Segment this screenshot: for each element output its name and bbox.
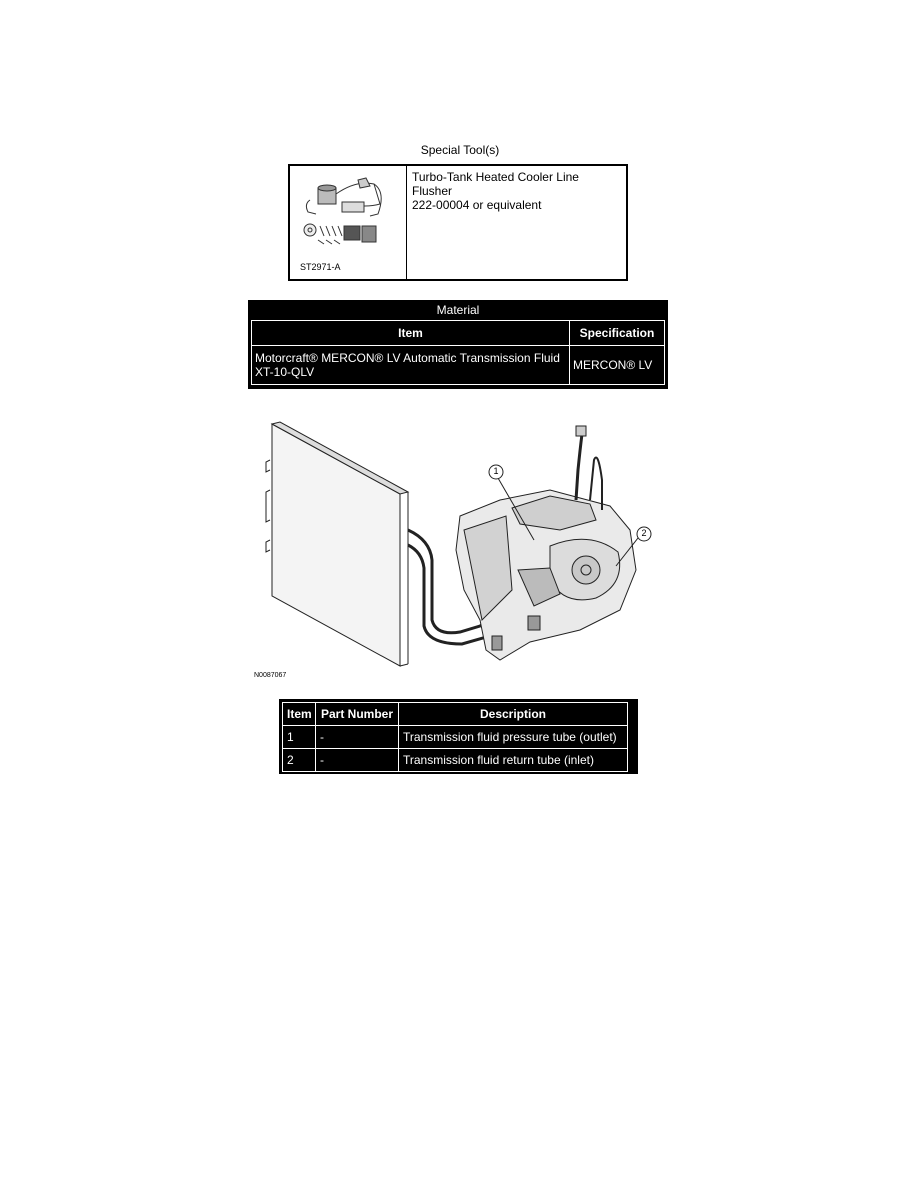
table-row (283, 726, 628, 749)
parts-description-cell: Transmission fluid pressure tube (outlet) (399, 726, 628, 749)
cooler-core (272, 424, 400, 666)
material-item-line1: Motorcraft® MERCON® LV Automatic Transmission Fluid (255, 351, 560, 365)
material-item-cell (252, 346, 570, 385)
figure-code: N0087067 (254, 672, 287, 679)
parts-part-number-cell: - (316, 749, 399, 772)
parts-table (279, 699, 638, 774)
tool-image-cell (290, 166, 407, 279)
tool-description-line1: Turbo-Tank Heated Cooler Line Flusher (412, 170, 579, 198)
callout-1-label: 1 (493, 466, 499, 476)
table-row (283, 749, 628, 772)
special-tool-box (288, 164, 628, 281)
cooler-line-flusher-illustration (296, 174, 396, 260)
material-table (248, 300, 668, 389)
material-header-specification: Specification (570, 321, 665, 346)
parts-item-cell: 2 (283, 749, 316, 772)
tool-description (407, 166, 626, 279)
special-tools-title: Special Tool(s) (420, 143, 500, 157)
parts-header-description: Description (399, 703, 628, 726)
parts-header-part-number: Part Number (316, 703, 399, 726)
table-row (252, 346, 665, 385)
tool-description-line2: 222-00004 or equivalent (412, 198, 542, 212)
transmission-cooler-diagram (250, 420, 670, 670)
parts-header-item: Item (283, 703, 316, 726)
material-header-item: Item (252, 321, 570, 346)
material-title: Material (436, 303, 480, 317)
parts-description-cell: Transmission fluid return tube (inlet) (399, 749, 628, 772)
parts-part-number-cell: - (316, 726, 399, 749)
material-item-line2: XT-10-QLV (255, 365, 315, 379)
material-specification-cell: MERCON® LV (570, 346, 665, 385)
callout-2-label: 2 (641, 528, 647, 538)
tool-image-code: ST2971-A (300, 262, 341, 272)
parts-item-cell: 1 (283, 726, 316, 749)
dipstick-tube (576, 434, 582, 500)
